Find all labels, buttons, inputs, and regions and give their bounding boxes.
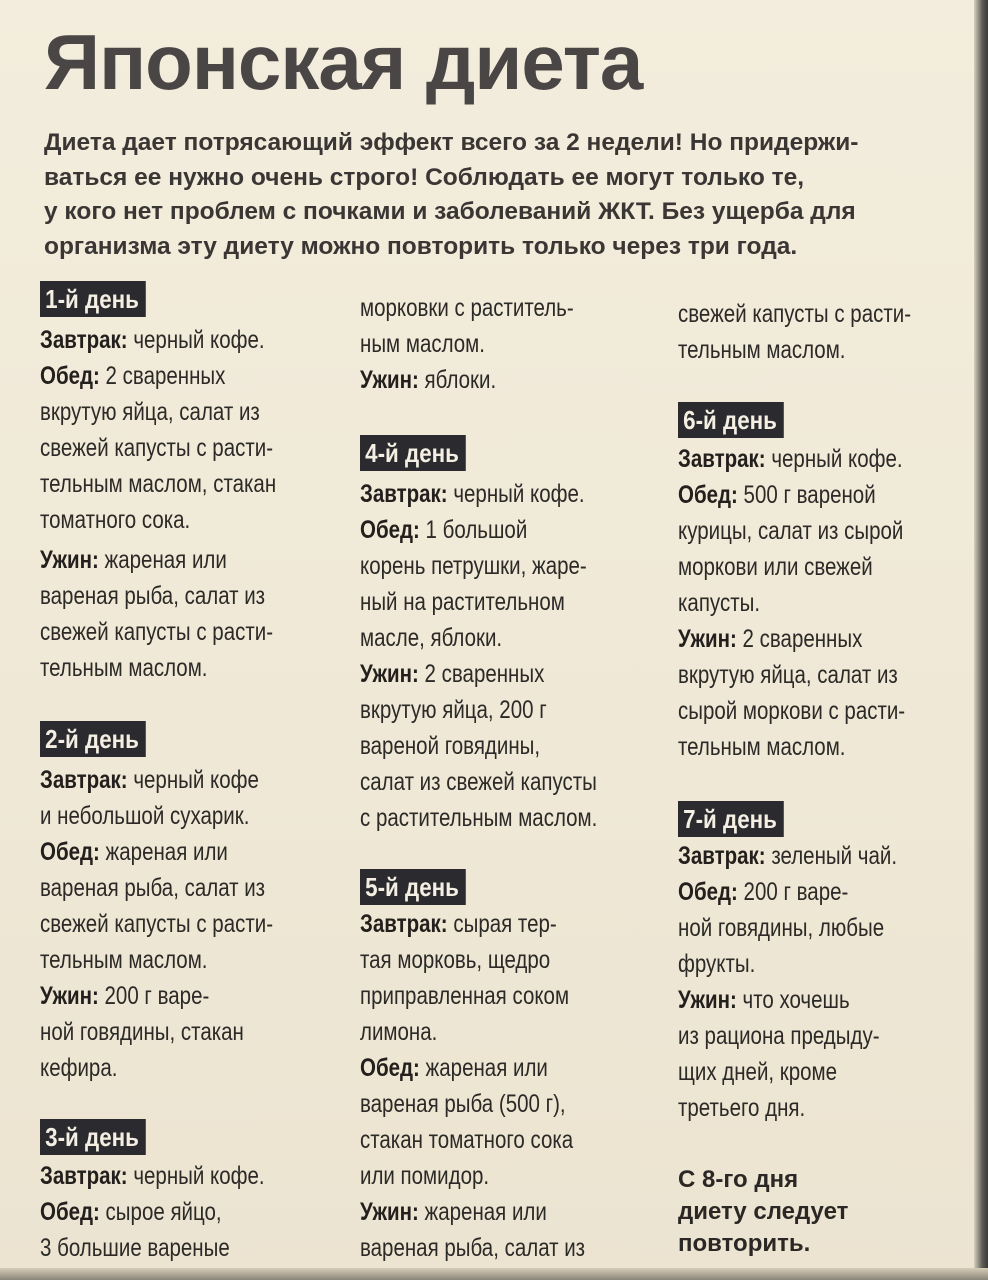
breakfast-label: Завтрак: xyxy=(40,766,128,794)
day-5-line: Обед: жареная или xyxy=(360,1054,548,1082)
lunch-label: Обед: xyxy=(40,1198,100,1226)
intro-line: ваться ее нужно очень строго! Соблюдать ее могут только те, xyxy=(44,163,805,191)
day-4-line: корень петрушки, жаре- xyxy=(360,552,587,580)
day-7-line: Завтрак: зеленый чай. xyxy=(678,842,898,870)
day-4-line: салат из свежей капусты xyxy=(360,768,597,796)
day-5-line: лимона. xyxy=(360,1018,438,1046)
dinner-label: Ужин: xyxy=(360,660,419,688)
day-1-line: тельным маслом, стакан xyxy=(40,470,277,498)
breakfast-label: Завтрак: xyxy=(360,910,448,938)
day-1-line: Обед: 2 сваренных xyxy=(40,362,226,390)
day-1-line: томатного сока. xyxy=(40,506,191,534)
day-7-line: из рациона предыду- xyxy=(678,1022,880,1050)
dinner-label: Ужин: xyxy=(360,366,419,394)
day-2-line: тельным маслом. xyxy=(40,946,208,974)
lunch-label: Обед: xyxy=(360,516,420,544)
day-4-line: Завтрак: черный кофе. xyxy=(360,480,585,508)
dinner-label: Ужин: xyxy=(360,1198,419,1226)
day-6-line: Завтрак: черный кофе. xyxy=(678,445,903,473)
breakfast-label: Завтрак: xyxy=(678,842,766,870)
lunch-label: Обед: xyxy=(678,878,738,906)
day-6-line: капусты. xyxy=(678,589,761,617)
day-3-line: морковки с раститель- xyxy=(360,294,574,322)
final-note-line: диету следует xyxy=(678,1198,849,1225)
day-3-line: Обед: сырое яйцо, xyxy=(40,1198,222,1226)
day-4-badge: 4-й день xyxy=(360,435,466,471)
day-7-line: ной говядины, любые xyxy=(678,914,885,942)
day-2-line: Обед: жареная или xyxy=(40,838,228,866)
intro-paragraph xyxy=(44,126,964,264)
breakfast-label: Завтрак: xyxy=(40,326,128,354)
day-4-line: вкрутую яйца, 200 г xyxy=(360,696,547,724)
day-7-line: Ужин: что хочешь xyxy=(678,986,850,1014)
day-3-line: 3 большие вареные xyxy=(40,1234,230,1262)
day-6-line: Обед: 500 г вареной xyxy=(678,481,876,509)
day-2-line: Завтрак: черный кофе xyxy=(40,766,259,794)
day-3-badge: 3-й день xyxy=(40,1119,146,1155)
dinner-label: Ужин: xyxy=(40,982,99,1010)
lunch-label: Обед: xyxy=(40,362,100,390)
day-5-line: Ужин: жареная или xyxy=(360,1198,547,1226)
day-7-badge: 7-й день xyxy=(678,801,784,837)
day-6-line: сырой моркови с расти- xyxy=(678,697,906,725)
day-7-line: Обед: 200 г варе- xyxy=(678,878,849,906)
dinner-label: Ужин: xyxy=(678,625,737,653)
day-1-line: свежей капусты с расти- xyxy=(40,618,274,646)
day-4-line: вареной говядины, xyxy=(360,732,541,760)
day-5-line: тельным маслом. xyxy=(678,336,846,364)
dinner-label: Ужин: xyxy=(40,546,99,574)
day-1-line: вареная рыба, салат из xyxy=(40,582,266,610)
day-2-line: ной говядины, стакан xyxy=(40,1018,244,1046)
lunch-label: Обед: xyxy=(678,481,738,509)
breakfast-label: Завтрак: xyxy=(40,1162,128,1190)
day-6-line: курицы, салат из сырой xyxy=(678,517,904,545)
dinner-label: Ужин: xyxy=(678,986,737,1014)
day-3-line: ным маслом. xyxy=(360,330,485,358)
day-3-line: Ужин: яблоки. xyxy=(360,366,497,394)
day-5-line: или помидор. xyxy=(360,1162,490,1190)
lunch-label: Обед: xyxy=(40,838,100,866)
intro-line: Диета дает потрясающий эффект всего за 2 недели! Но придержи- xyxy=(44,129,859,156)
day-5-line: свежей капусты с расти- xyxy=(678,300,912,328)
day-4-line: Ужин: 2 сваренных xyxy=(360,660,545,688)
day-1-badge: 1-й день xyxy=(40,281,146,317)
day-3-line: Завтрак: черный кофе. xyxy=(40,1162,265,1190)
day-2-line: свежей капусты с расти- xyxy=(40,910,274,938)
day-7-line: третьего дня. xyxy=(678,1094,806,1122)
day-4-line: Обед: 1 большой xyxy=(360,516,528,544)
day-1-line: вкрутую яйца, салат из xyxy=(40,398,260,426)
day-6-line: вкрутую яйца, салат из xyxy=(678,661,898,689)
day-1-line: свежей капусты с расти- xyxy=(40,434,274,462)
day-5-line: приправленная соком xyxy=(360,982,570,1010)
day-2-line: и небольшой сухарик. xyxy=(40,802,250,830)
intro-line: организма эту диету можно повторить только через три года. xyxy=(44,232,798,260)
day-1-line: Завтрак: черный кофе. xyxy=(40,326,265,354)
breakfast-label: Завтрак: xyxy=(360,480,448,508)
day-6-line: тельным маслом. xyxy=(678,733,846,761)
lunch-label: Обед: xyxy=(360,1054,420,1082)
day-2-line: кефира. xyxy=(40,1054,118,1082)
day-4-line: с растительным маслом. xyxy=(360,804,598,832)
day-5-badge: 5-й день xyxy=(360,869,466,905)
page-edge-shadow xyxy=(974,0,988,1280)
day-5-line: стакан томатного сока xyxy=(360,1126,574,1154)
day-4-line: масле, яблоки. xyxy=(360,624,503,652)
day-7-line: щих дней, кроме xyxy=(678,1058,838,1086)
breakfast-label: Завтрак: xyxy=(678,445,766,473)
day-5-line: вареная рыба, салат из xyxy=(360,1234,586,1262)
day-5-line: тая морковь, щедро xyxy=(360,946,551,974)
page-bottom-edge xyxy=(0,1268,988,1280)
day-5-line: Завтрак: сырая тер- xyxy=(360,910,557,938)
day-6-line: Ужин: 2 сваренных xyxy=(678,625,863,653)
day-5-line: вареная рыба (500 г), xyxy=(360,1090,566,1118)
page-title: Японская диета xyxy=(44,18,643,106)
day-1-line: Ужин: жареная или xyxy=(40,546,227,574)
day-7-line: фрукты. xyxy=(678,950,756,978)
final-note-line: повторить. xyxy=(678,1230,811,1257)
day-2-badge: 2-й день xyxy=(40,721,146,757)
day-6-line: моркови или свежей xyxy=(678,553,873,581)
day-2-line: вареная рыба, салат из xyxy=(40,874,266,902)
intro-line: у кого нет проблем с почками и заболеваний ЖКТ. Без ущерба для xyxy=(44,198,856,225)
day-1-line: тельным маслом. xyxy=(40,654,208,682)
day-4-line: ный на растительном xyxy=(360,588,565,616)
final-note-line: С 8-го дня xyxy=(678,1166,799,1193)
day-2-line: Ужин: 200 г варе- xyxy=(40,982,210,1010)
day-6-badge: 6-й день xyxy=(678,402,784,438)
